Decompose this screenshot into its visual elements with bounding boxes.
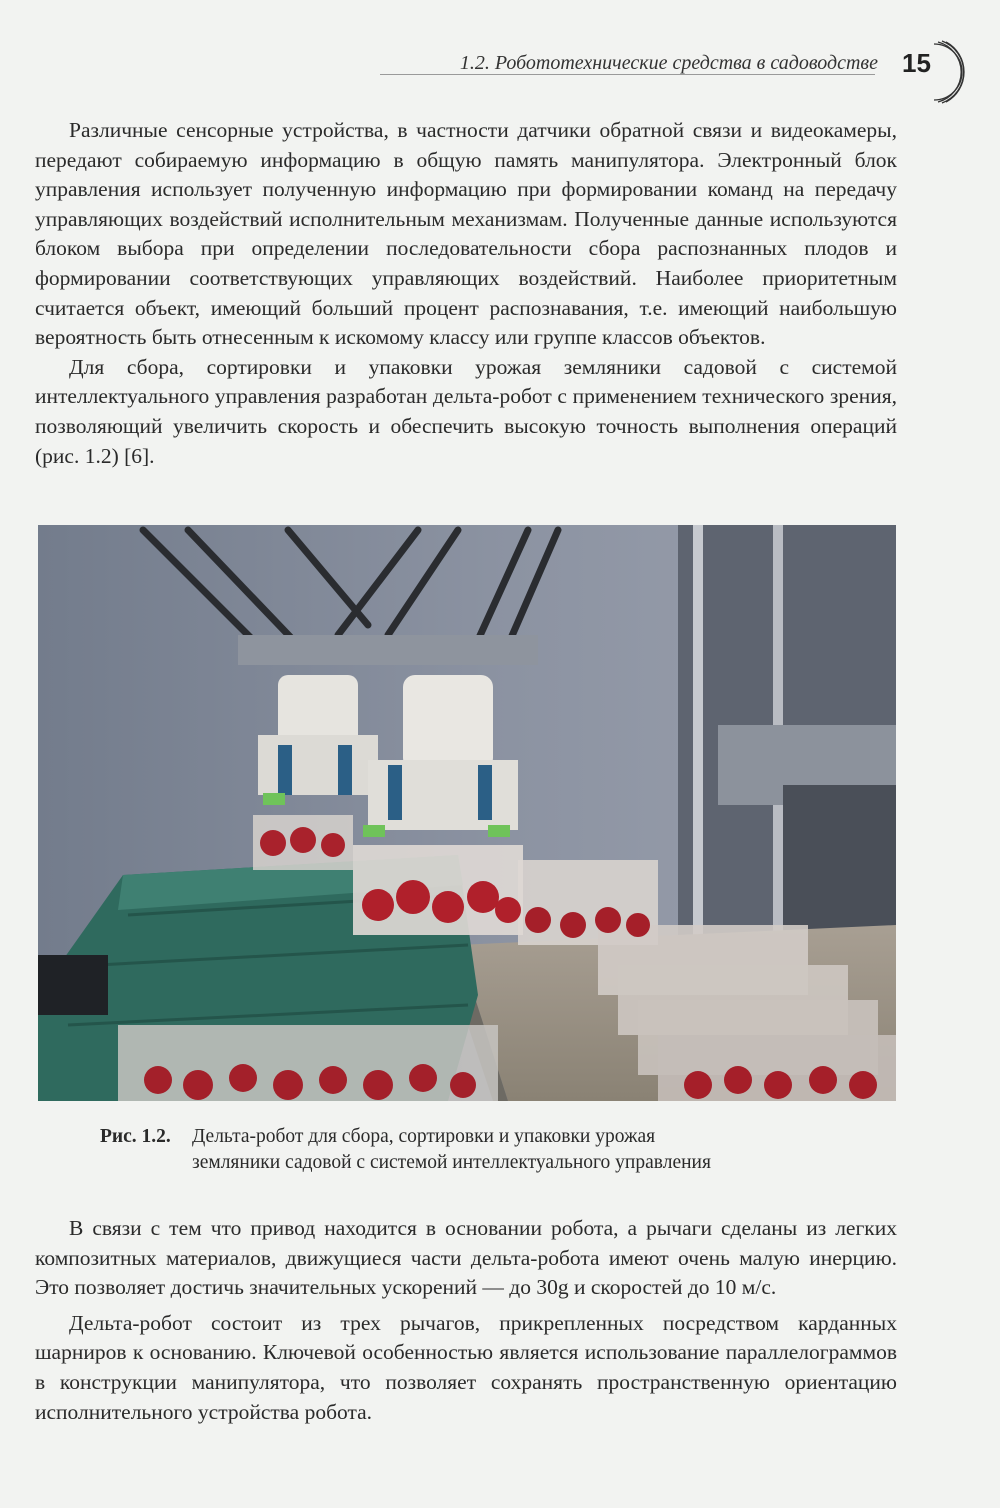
paragraph-delta-robot-intro: Для сбора, сортировки и упаковки урожая земляники садовой с системой интеллектуального управления разработан дельта-робот с применением технического зрения, позволяющий увеличить скорость и обеспечить высокую точность выполнения операций (рис. 1.2) [6]. xyxy=(35,354,897,468)
figure-label: Рис. 1.2. xyxy=(100,1126,171,1147)
body-text-bottom xyxy=(35,1214,897,1427)
caption-line-2: земляники садовой с системой интеллектуального управления xyxy=(192,1152,711,1173)
figure-photo-delta-robot xyxy=(38,525,896,1101)
figure-caption xyxy=(100,1124,860,1176)
running-title: 1.2. Робототехнические средства в садоводстве xyxy=(459,52,878,74)
paragraph-structure: Дельта-робот состоит из трех рычагов, прикрепленных посредством карданных шарниров к основанию. Ключевой особенностью является использование параллелограммов в конструкции манипулятора, что позволяет сохранять пространственную ориентацию исполнительного устройства робота. xyxy=(35,1310,897,1424)
page-header xyxy=(0,44,1000,104)
body-text-top xyxy=(35,116,897,471)
paragraph-sensors: Различные сенсорные устройства, в частности датчики обратной связи и видеокамеры, передают собираемую информацию в общую память манипулятора. Электронный блок управления использует полученную информацию при формировании команд на передачу управляющих воздействий исполнительным механизмам. Полученные данные используются блоком выбора при определении последовательности сбора распознанных плодов и формировании соответствующих управляющих воздействий. Наиболее приоритетным считается объект, имеющий больший процент распознавания, т.е. имеющий наибольшую вероятность быть отнесенным к искомому классу или группе классов объектов. xyxy=(35,118,897,350)
caption-line-1: Дельта-робот для сбора, сортировки и упаковки урожая xyxy=(192,1126,656,1147)
paragraph-inertia: В связи с тем что привод находится в основании робота, а рычаги сделаны из легких композитных материалов, движущиеся части дельта-робота имеют очень малую инерцию. Это позволяет достичь значительных ускорений — до 30g и скоростей до 10 м/с. xyxy=(35,1216,897,1300)
page-number: 15 xyxy=(902,48,931,78)
